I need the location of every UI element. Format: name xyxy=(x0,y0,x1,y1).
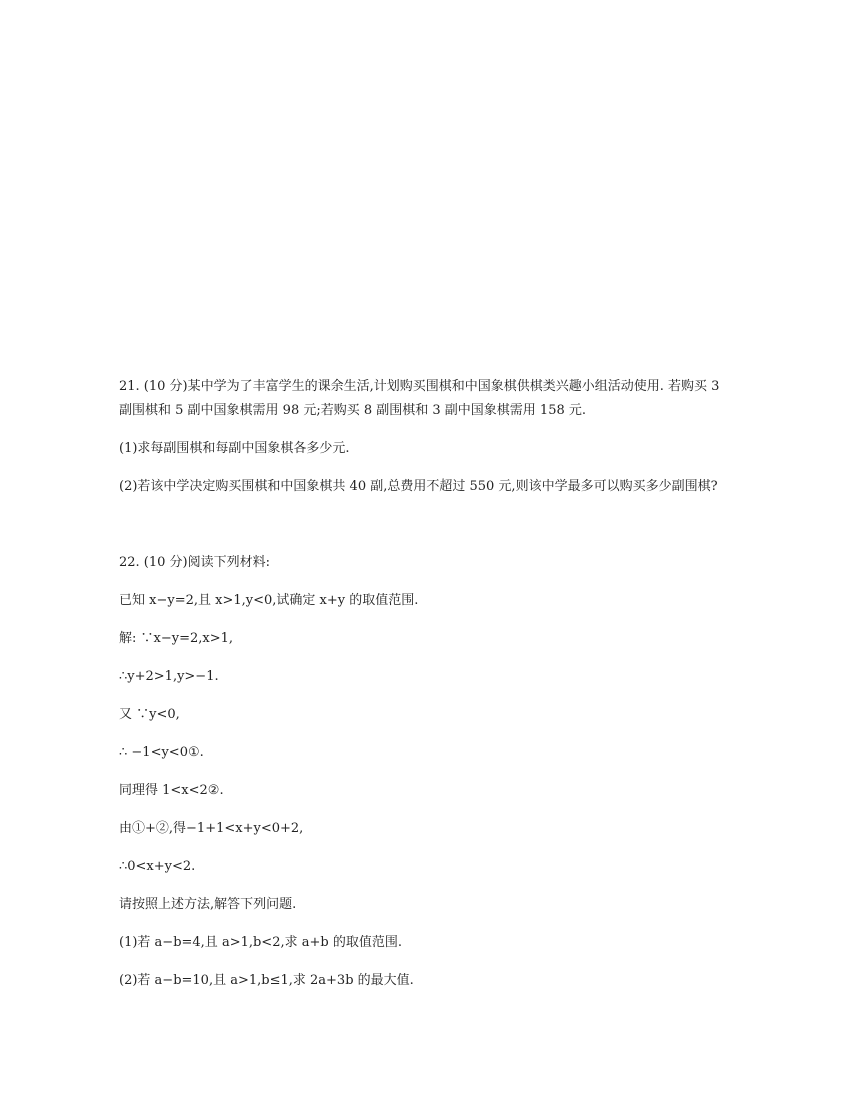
q21-part1: (1)求每副围棋和每副中国象棋各多少元. xyxy=(119,441,350,456)
q22-solution-step1: 解: ∵x−y=2,x>1, xyxy=(119,631,234,646)
q22-part1: (1)若 a−b=4,且 a>1,b<2,求 a+b 的取值范围. xyxy=(119,935,402,950)
q22-solution-step6: 由①+②,得−1+1<x+y<0+2, xyxy=(119,821,304,836)
q22-solution-step4: ∴ −1<y<0①. xyxy=(119,745,204,760)
q22-solution-step3: 又 ∵y<0, xyxy=(119,707,180,722)
q22-solution-step7: ∴0<x+y<2. xyxy=(119,859,196,874)
q21-line2: 副围棋和 5 副中国象棋需用 98 元;若购买 8 副围棋和 3 副中国象棋需用 158 元. xyxy=(119,403,587,418)
q22-header: 22. (10 分)阅读下列材料: xyxy=(119,555,271,570)
q22-instruction: 请按照上述方法,解答下列问题. xyxy=(119,897,297,912)
q22-part2: (2)若 a−b=10,且 a>1,b≤1,求 2a+3b 的最大值. xyxy=(119,973,414,988)
q21-part2: (2)若该中学决定购买围棋和中国象棋共 40 副,总费用不超过 550 元,则该中学最多可以购买多少副围棋? xyxy=(119,479,718,494)
q22-given: 已知 x−y=2,且 x>1,y<0,试确定 x+y 的取值范围. xyxy=(119,593,419,608)
q22-solution-step5: 同理得 1<x<2②. xyxy=(119,783,224,798)
q21-line1: 21. (10 分)某中学为了丰富学生的课余生活,计划购买围棋和中国象棋供棋类兴趣小组活动使用. 若购买 3 xyxy=(119,379,720,394)
q22-solution-step2: ∴y+2>1,y>−1. xyxy=(119,669,219,684)
